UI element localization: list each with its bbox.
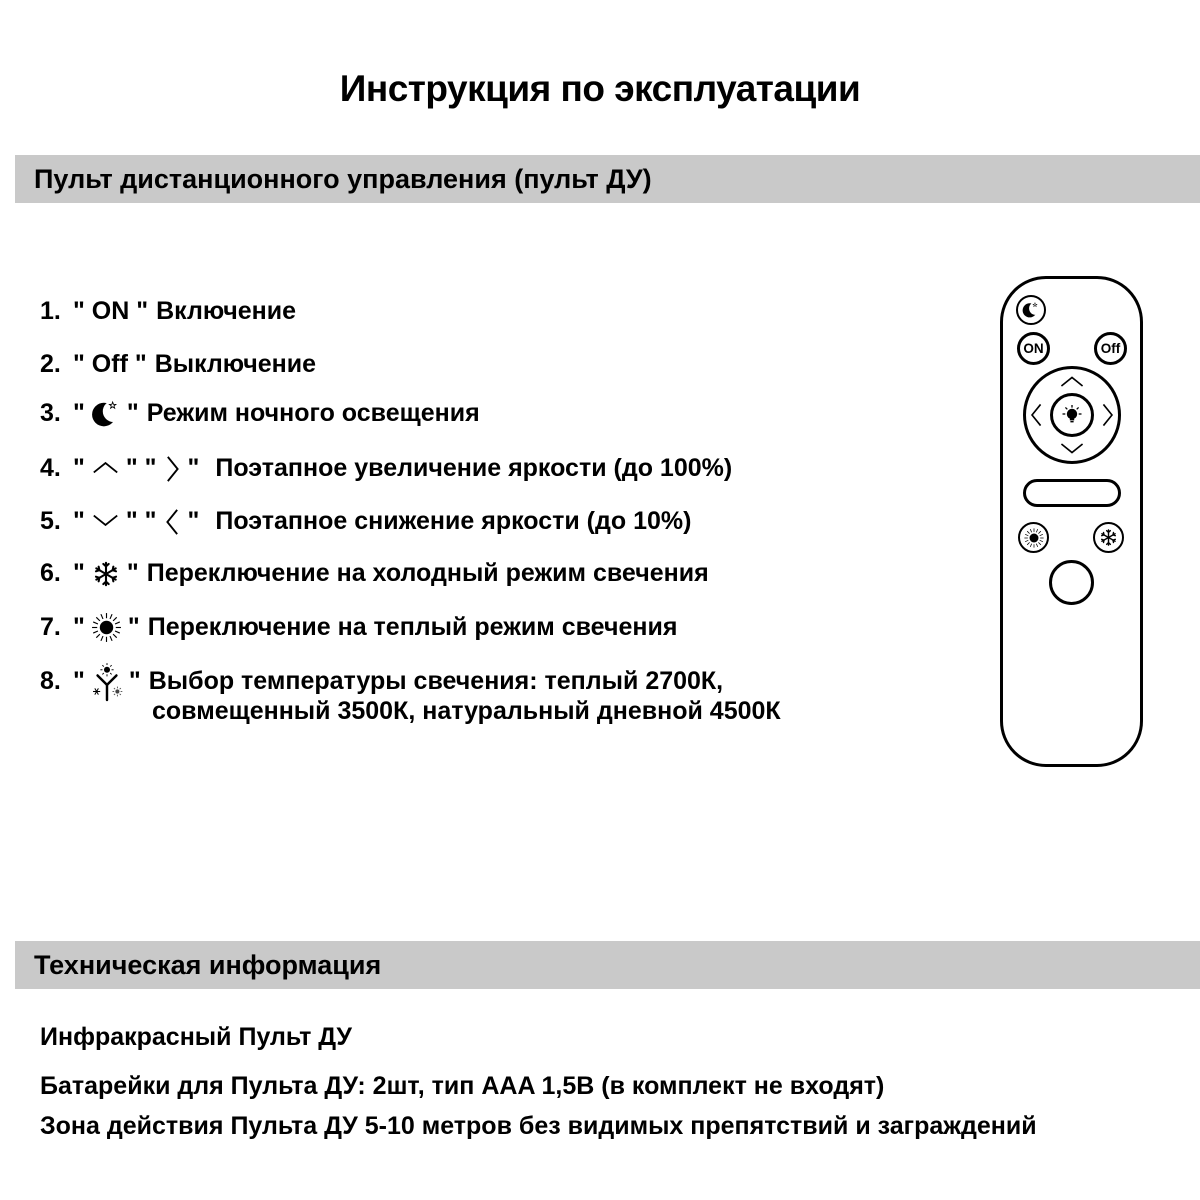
item-number: 8. — [40, 667, 61, 695]
instruction-item-4 — [40, 453, 732, 483]
item-number: 7. — [40, 613, 61, 641]
item-number: 5. — [40, 507, 61, 535]
remote-control-illustration — [1000, 276, 1143, 767]
instruction-item-5 — [40, 506, 691, 536]
quote-mark: " — [187, 507, 200, 535]
pad-angle-left-icon — [1030, 400, 1043, 430]
quote-mark: " — [73, 613, 85, 641]
snowflake-icon — [92, 560, 120, 588]
item-text: Переключение на холодный режим свечения — [146, 559, 709, 587]
item-text: Включение — [156, 297, 297, 325]
sun-icon — [1023, 527, 1045, 549]
remote-off-button — [1094, 332, 1127, 365]
angle-left-icon — [165, 508, 180, 536]
snowflake-icon — [1099, 528, 1118, 547]
temperature-select-icon — [90, 663, 124, 703]
item-text: Выключение — [154, 350, 316, 378]
instruction-item-8-line2: совмещенный 3500К, натуральный дневной 4500К — [152, 697, 781, 725]
item-label: " ON " — [73, 297, 149, 325]
quote-mark: " — [127, 613, 140, 641]
remote-center-light-button — [1050, 393, 1094, 437]
light-bulb-icon — [1059, 402, 1085, 428]
quote-mark: " — [125, 507, 138, 535]
quote-mark: " — [125, 454, 138, 482]
item-text: Режим ночного освещения — [146, 399, 480, 427]
moon-night-mode-icon — [91, 399, 121, 429]
quote-mark: " — [73, 507, 85, 535]
pad-chevron-up-icon — [1057, 375, 1087, 388]
page-title: Инструкция по эксплуатации — [339, 68, 861, 109]
tech-info-line-1: Инфракрасный Пульт ДУ — [40, 1023, 352, 1051]
remote-off-label: Off — [1100, 341, 1121, 356]
pad-angle-right-icon — [1101, 400, 1114, 430]
chevron-down-icon — [92, 513, 119, 528]
instruction-item-2 — [40, 349, 316, 379]
item-text: Выбор температуры свечения: теплый 2700К, — [148, 667, 724, 695]
item-number: 4. — [40, 454, 61, 482]
quote-mark: " — [126, 559, 139, 587]
item-label: " Off " — [73, 350, 147, 378]
section-header-tech — [15, 941, 1200, 989]
quote-mark: " — [128, 667, 141, 695]
angle-right-icon — [165, 455, 180, 483]
remote-round-blank-button — [1049, 560, 1094, 605]
quote-mark: " — [73, 399, 85, 427]
item-text: Поэтапное снижение яркости (до 10%) — [215, 507, 692, 535]
tech-info-line-2: Батарейки для Пульта ДУ: 2шт, тип AAA 1,5В (в комплект не входят) — [40, 1072, 885, 1100]
quote-mark: " — [73, 667, 85, 695]
instruction-item-7 — [40, 611, 677, 644]
section-header-remote — [15, 155, 1200, 203]
quote-mark: " — [126, 399, 139, 427]
sun-icon — [90, 611, 123, 644]
item-number: 6. — [40, 559, 61, 587]
quote-mark: " — [73, 454, 85, 482]
tech-info-line-3: Зона действия Пульта ДУ 5-10 метров без видимых препятствий и заграждений — [40, 1112, 1037, 1140]
moon-night-mode-icon — [1022, 301, 1040, 319]
instruction-item-1 — [40, 296, 296, 326]
remote-warm-mode-button — [1018, 522, 1049, 553]
quote-mark: " — [73, 559, 85, 587]
quote-mark: " — [187, 454, 200, 482]
item-number: 2. — [40, 350, 61, 378]
item-text: Переключение на теплый режим свечения — [147, 613, 678, 641]
item-text: Поэтапное увеличение яркости (до 100%) — [215, 454, 733, 482]
instruction-item-6 — [40, 558, 709, 588]
section-header-tech-label: Техническая информация — [34, 950, 382, 980]
remote-night-mode-button — [1016, 295, 1046, 325]
remote-blank-pill-button — [1023, 479, 1121, 507]
remote-on-label: ON — [1023, 341, 1044, 356]
section-header-remote-label: Пульт дистанционного управления (пульт ДУ) — [34, 164, 652, 194]
quote-mark: " — [144, 507, 157, 535]
item-number: 1. — [40, 297, 61, 325]
quote-mark: " — [144, 454, 157, 482]
chevron-up-icon — [92, 460, 119, 475]
instruction-item-3 — [40, 398, 480, 429]
remote-cold-mode-button — [1093, 522, 1124, 553]
pad-chevron-down-icon — [1057, 442, 1087, 455]
remote-on-button — [1017, 332, 1050, 365]
item-number: 3. — [40, 399, 61, 427]
